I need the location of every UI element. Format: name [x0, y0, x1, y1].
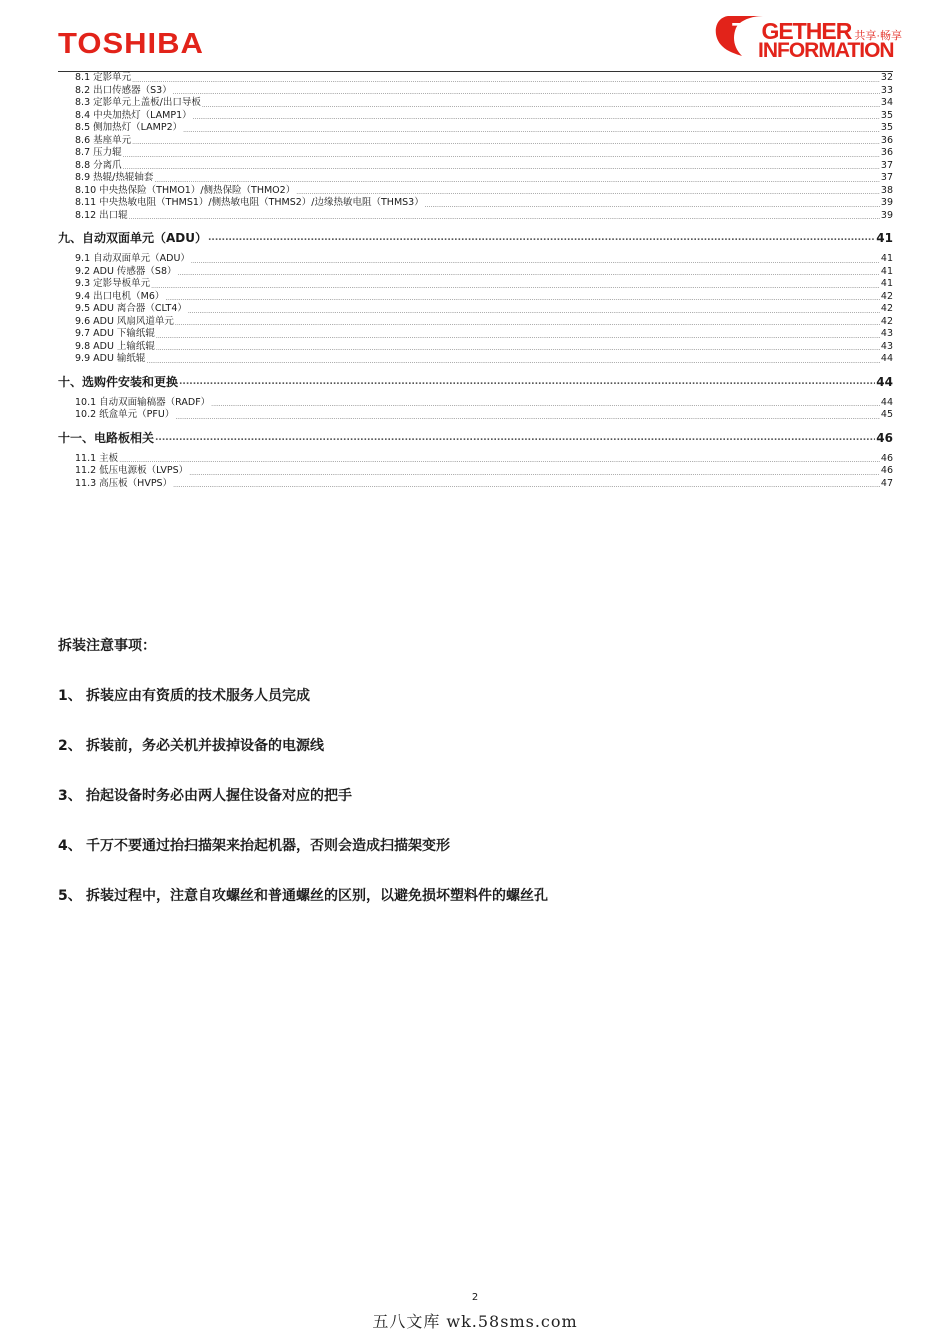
- toc-chapter-9[interactable]: 九、自动双面单元（ADU） ..... 41: [58, 230, 893, 246]
- toc-entry[interactable]: 9.9 ADU 输纸辊 ..... 44: [58, 353, 893, 366]
- toc-entry[interactable]: 9.6 ADU 风扇风道单元 ..... 42: [58, 316, 893, 329]
- toc-entry[interactable]: 11.3 高压板（HVPS） ..... 47: [58, 478, 893, 491]
- toc-chapter-11[interactable]: 十一、电路板相关 ..... 46: [58, 430, 893, 446]
- logo-cn-text: 共享·畅享: [854, 30, 903, 42]
- toc-chapter-10[interactable]: 十、选购件安装和更换 ..... 44: [58, 374, 893, 390]
- logo-to-text: TO: [732, 18, 762, 44]
- toc-entry[interactable]: 8.2 出口传感器（S3） ..... 33: [58, 85, 893, 98]
- disassembly-notes: [58, 636, 893, 936]
- page-number: 2: [471, 1292, 479, 1303]
- toc-entry[interactable]: 8.10 中央热保险（THMO1）/侧热保险（THMO2） ..... 38: [58, 185, 893, 198]
- toshiba-logo: TOSHIBA: [58, 27, 204, 60]
- footer-watermark[interactable]: 五八文库 wk.58sms.com: [372, 1312, 578, 1331]
- note-item: 5、 拆装过程中，注意自攻螺丝和普通螺丝的区别，以避免损坏塑料件的螺丝孔: [58, 888, 548, 904]
- toc-entry[interactable]: 8.7 压力辊 ..... 36: [58, 147, 893, 160]
- logo-information-text: INFORMATION: [758, 39, 894, 62]
- toc-entry[interactable]: 11.2 低压电源板（LVPS） ..... 46: [58, 465, 893, 478]
- table-of-contents: [58, 72, 893, 490]
- toc-entry[interactable]: 8.1 定影单元 ..... 32: [58, 72, 893, 85]
- note-item: 4、 千万不要通过抬扫描架来抬起机器，否则会造成扫描架变形: [58, 838, 450, 854]
- toc-entry[interactable]: 8.12 出口辊 ..... 39: [58, 210, 893, 223]
- toc-entry[interactable]: 9.4 出口电机（M6） ..... 42: [58, 291, 893, 304]
- toc-entry[interactable]: 8.11 中央热敏电阻（THMS1）/侧热敏电阻（THMS2）/边缘热敏电阻（THMS3） ..... 39: [58, 197, 893, 210]
- note-item: 3、 抬起设备时务必由两人握住设备对应的把手: [58, 788, 352, 804]
- toc-entry[interactable]: 9.3 定影导板单元 ..... 41: [58, 278, 893, 291]
- toc-entry[interactable]: 8.9 热辊/热辊轴套 ..... 37: [58, 172, 893, 185]
- note-item: 1、 拆装应由有资质的技术服务人员完成: [58, 688, 310, 704]
- toc-entry[interactable]: 8.4 中央加热灯（LAMP1） ..... 35: [58, 110, 893, 123]
- toc-entry[interactable]: 9.5 ADU 离合器（CLT4） ..... 42: [58, 303, 893, 316]
- toc-entry[interactable]: 10.2 纸盒单元（PFU） ..... 45: [58, 409, 893, 422]
- page-header: [0, 0, 950, 72]
- logo-together-text: GETHER: [761, 18, 852, 44]
- toc-entry[interactable]: 8.8 分离爪 ..... 37: [58, 160, 893, 173]
- toc-entry[interactable]: 10.1 自动双面输稿器（RADF） ..... 44: [58, 397, 893, 410]
- toc-entry[interactable]: 8.3 定影单元上盖板/出口导板 ..... 34: [58, 97, 893, 110]
- toc-entry[interactable]: 8.6 基座单元 ..... 36: [58, 135, 893, 148]
- notes-title: 拆装注意事项：: [58, 638, 156, 654]
- toc-entry[interactable]: 9.2 ADU 传感器（S8） ..... 41: [58, 266, 893, 279]
- toc-entry[interactable]: 9.8 ADU 上输纸辊 ..... 43: [58, 341, 893, 354]
- toc-entry[interactable]: 9.7 ADU 下输纸辊 ..... 43: [58, 328, 893, 341]
- note-item: 2、 拆装前，务必关机并拔掉设备的电源线: [58, 738, 324, 754]
- toc-entry[interactable]: 8.5 侧加热灯（LAMP2） ..... 35: [58, 122, 893, 135]
- toc-entry[interactable]: 9.1 自动双面单元（ADU） ..... 41: [58, 253, 893, 266]
- together-information-logo: [712, 12, 903, 62]
- toc-entry[interactable]: 11.1 主板 ..... 46: [58, 453, 893, 466]
